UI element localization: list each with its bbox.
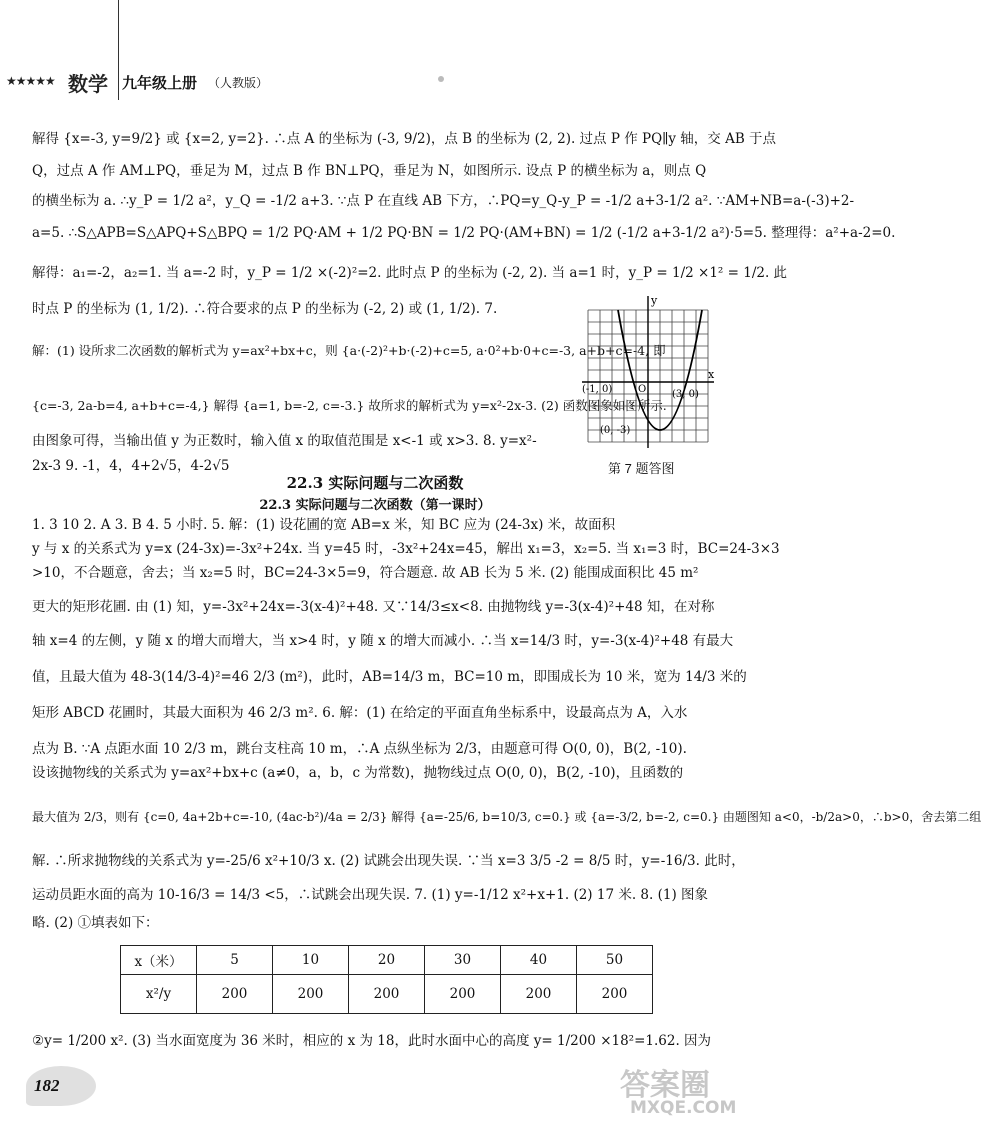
text-line: 1. 3 10 2. A 3. B 4. 5 小时. 5. 解：(1) 设花圃的宽 AB=x 米，知 BC 应为 (24-3x) 米，故面积 bbox=[32, 517, 616, 533]
point-label: (-1, 0) bbox=[582, 384, 613, 395]
subsection-title: 22.3 实际问题与二次函数（第一课时） bbox=[259, 498, 491, 513]
decorative-dot bbox=[438, 76, 444, 82]
table-header-cell: x（米） bbox=[121, 946, 197, 975]
table-cell: 200 bbox=[197, 975, 273, 1014]
subject-badge: 数学 bbox=[68, 72, 108, 96]
table-cell: 40 bbox=[501, 946, 577, 975]
table-row bbox=[121, 975, 653, 1014]
table-cell: 5 bbox=[197, 946, 273, 975]
origin-label: O bbox=[638, 384, 647, 395]
text-line: 设该抛物线的关系式为 y=ax²+bx+c (a≠0，a，b，c 为常数)，抛物线过点 O(0, 0)，B(2, -10)，且函数的 bbox=[32, 765, 684, 781]
text-line: 更大的矩形花圃. 由 (1) 知，y=-3x²+24x=-3(x-4)²+48. 又∵14/3≤x<8. 由抛物线 y=-3(x-4)²+48 知，在对称 bbox=[32, 599, 715, 615]
book-edition: （人教版） bbox=[208, 76, 269, 90]
text-line: 值，且最大值为 48-3(14/3-4)²=46 2/3 (m²)，此时，AB=14/3 m，BC=10 m，即围成长为 10 米，宽为 14/3 米的 bbox=[32, 669, 747, 685]
text-line: 运动员距水面的高为 10-16/3 = 14/3 <5，∴试跳会出现失误. 7. (1) y=-1/12 x²+x+1. (2) 17 米. 8. (1) 图象 bbox=[32, 887, 709, 903]
table-cell: 200 bbox=[349, 975, 425, 1014]
text-line: 的横坐标为 a. ∴y_P = 1/2 a²，y_Q = -1/2 a+3. ∵点 P 在直线 AB 下方，∴PQ=y_Q-y_P = -1/2 a+3-1/2 a². ∵AM+NB=a-(-3)+2- bbox=[32, 193, 855, 209]
parabola-graph bbox=[578, 290, 718, 450]
watermark bbox=[610, 1060, 740, 1116]
x-axis-label: x bbox=[708, 368, 715, 381]
watermark-text: 答案圈 bbox=[620, 1068, 710, 1103]
table-header-cell: x²/y bbox=[121, 975, 197, 1014]
table-cell: 200 bbox=[501, 975, 577, 1014]
text-line: 最大值为 2/3，则有 {c=0, 4a+2b+c=-10, (4ac-b²)/4a = 2/3} 解得 {a=-25/6, b=10/3, c=0.} 或 {a=-3/2, b=-2, c=0.} 由题图知 a<0，-b/2a>0，∴b>0，舍去第二组 bbox=[32, 810, 981, 824]
page-number: 182 bbox=[34, 1076, 60, 1095]
header-stars: ★★★★★ bbox=[6, 74, 55, 88]
table-cell: 20 bbox=[349, 946, 425, 975]
text-line: y 与 x 的关系式为 y=x (24-3x)=-3x²+24x. 当 y=45 时，-3x²+24x=45，解出 x₁=3，x₂=5. 当 x₁=3 时，BC=24-3×3 bbox=[32, 541, 780, 557]
table-cell: 200 bbox=[425, 975, 501, 1014]
text-line: 轴 x=4 的左侧，y 随 x 的增大而增大，当 x>4 时，y 随 x 的增大而减小. ∴当 x=14/3 时，y=-3(x-4)²+48 有最大 bbox=[32, 633, 734, 649]
figure-caption: 第 7 题答图 bbox=[608, 461, 675, 476]
text-line: 2x-3 9. -1，4，4+2√5，4-2√5 bbox=[32, 458, 230, 474]
y-axis-label: y bbox=[651, 294, 658, 307]
table-cell: 200 bbox=[273, 975, 349, 1014]
point-label: (0, -3) bbox=[600, 425, 631, 436]
table-row bbox=[121, 946, 653, 975]
watermark-url: MXQE.COM bbox=[630, 1098, 737, 1118]
table-cell: 10 bbox=[273, 946, 349, 975]
text-line: 解：(1) 设所求二次函数的解析式为 y=ax²+bx+c，则 {a·(-2)²+b·(-2)+c=5, a·0²+b·0+c=-3, a+b+c=-4, 即 bbox=[32, 343, 666, 358]
text-line: >10，不合题意，舍去；当 x₂=5 时，BC=24-3×5=9，符合题意. 故 AB 长为 5 米. (2) 能围成面积比 45 m² bbox=[32, 565, 699, 581]
point-label: (3, 0) bbox=[672, 389, 699, 400]
text-line: 解. ∴所求抛物线的关系式为 y=-25/6 x²+10/3 x. (2) 试跳会出现失误. ∵当 x=3 3/5 -2 = 8/5 时，y=-16/3. 此时， bbox=[32, 853, 745, 869]
text-line: 点为 B. ∵A 点距水面 10 2/3 m，跳台支柱高 10 m，∴A 点纵坐标为 2/3，由题意可得 O(0, 0)，B(2, -10). bbox=[32, 741, 687, 757]
book-title: 九年级上册 bbox=[122, 74, 198, 92]
table-cell: 50 bbox=[577, 946, 653, 975]
text-line: {c=-3, 2a-b=4, a+b+c=-4,} 解得 {a=1, b=-2, c=-3.} 故所求的解析式为 y=x²-2x-3. (2) 函数图象如图所示. bbox=[32, 398, 667, 413]
text-line: 矩形 ABCD 花圃时，其最大面积为 46 2/3 m². 6. 解：(1) 在给定的平面直角坐标系中，设最高点为 A，入水 bbox=[32, 705, 688, 721]
value-table bbox=[120, 945, 653, 1014]
text-line: 时点 P 的坐标为 (1, 1/2). ∴符合要求的点 P 的坐标为 (-2, 2) 或 (1, 1/2). 7. bbox=[32, 301, 498, 317]
text-line: Q，过点 A 作 AM⊥PQ，垂足为 M，过点 B 作 BN⊥PQ，垂足为 N，如图所示. 设点 P 的横坐标为 a，则点 Q bbox=[32, 163, 707, 179]
text-line: 由图象可得，当输出值 y 为正数时，输入值 x 的取值范围是 x<-1 或 x>3. 8. y=x²- bbox=[32, 433, 537, 449]
text-line: ②y= 1/200 x². (3) 当水面宽度为 36 米时，相应的 x 为 18，此时水面中心的高度 y= 1/200 ×18²=1.62. 因为 bbox=[32, 1033, 712, 1049]
section-title: 22.3 实际问题与二次函数 bbox=[286, 474, 464, 492]
text-line: a=5. ∴S△APB=S△APQ+S△BPQ = 1/2 PQ·AM + 1/2 PQ·BN = 1/2 PQ·(AM+BN) = 1/2 (-1/2 a+3-1/2 a²)·5=5. 整理得：a²+a-2=0. bbox=[32, 225, 896, 241]
text-line: 略. (2) ①填表如下： bbox=[32, 915, 159, 931]
page-header bbox=[0, 60, 750, 100]
table-cell: 30 bbox=[425, 946, 501, 975]
text-line: 解得：a₁=-2，a₂=1. 当 a=-2 时，y_P = 1/2 ×(-2)²=2. 此时点 P 的坐标为 (-2, 2). 当 a=1 时，y_P = 1/2 ×1² = 1/2. 此 bbox=[32, 265, 788, 281]
text-line: 解得 {x=-3, y=9/2} 或 {x=2, y=2}. ∴点 A 的坐标为 (-3, 9/2)，点 B 的坐标为 (2, 2). 过点 P 作 PQ∥y 轴，交 AB 于点 bbox=[32, 131, 777, 147]
table-cell: 200 bbox=[577, 975, 653, 1014]
